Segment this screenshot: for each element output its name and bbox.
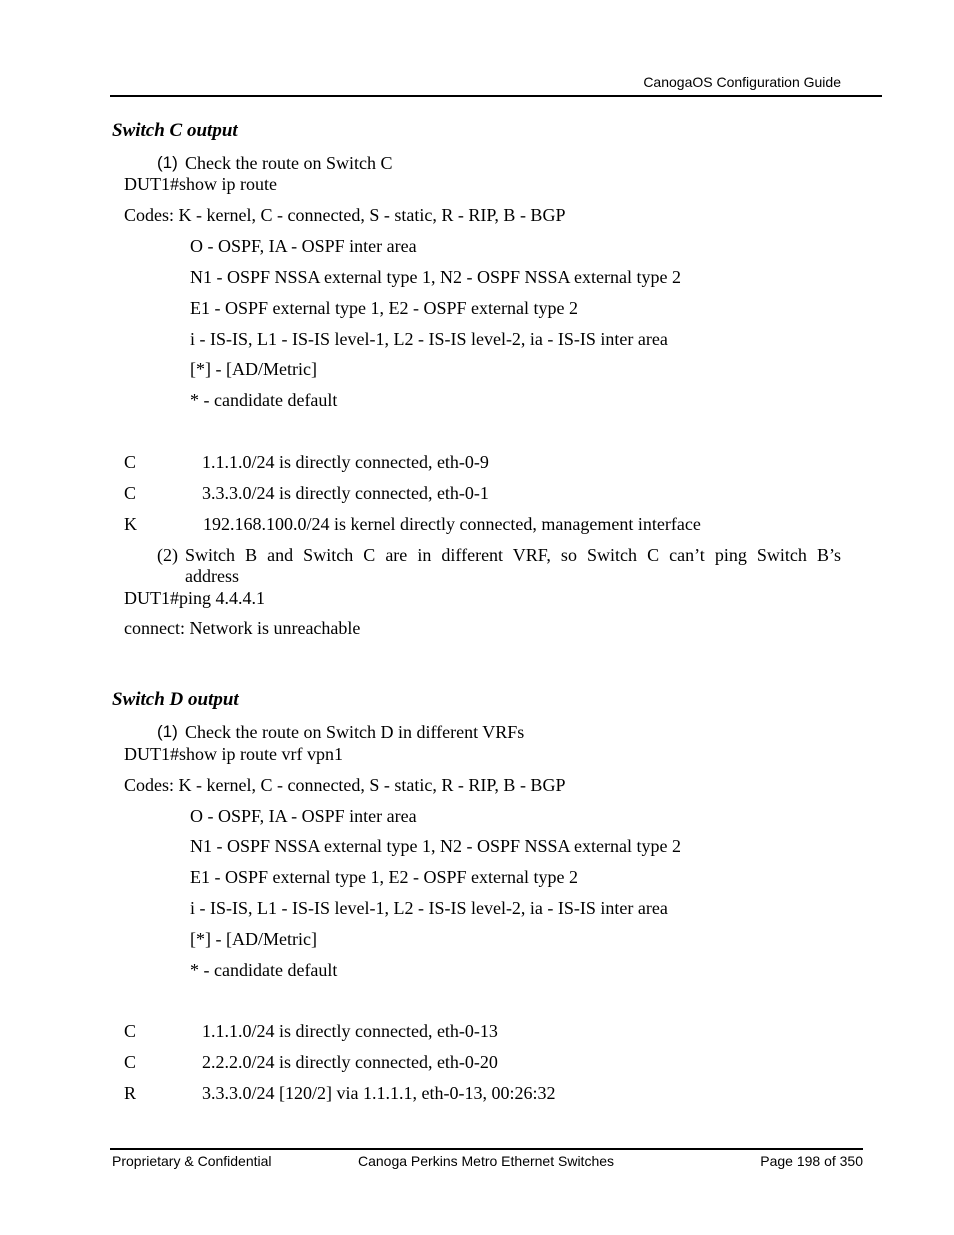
- page-number: Page 198 of 350: [760, 1153, 863, 1169]
- route-entry: 3.3.3.0/24 is directly connected, eth-0-1: [202, 483, 489, 503]
- route-entry: 1.1.1.0/24 is directly connected, eth-0-13: [202, 1021, 498, 1041]
- codes-legend-line: N1 - OSPF NSSA external type 1, N2 - OSPF NSSA external type 2: [190, 836, 682, 856]
- header-rule: [110, 95, 882, 97]
- step-text: Check the route on Switch D in different VRFs: [185, 722, 525, 742]
- codes-legend-line: N1 - OSPF NSSA external type 1, N2 - OSPF NSSA external type 2: [190, 267, 682, 287]
- running-header-title: CanogaOS Configuration Guide: [643, 74, 841, 90]
- codes-legend-line: i - IS-IS, L1 - IS-IS level-1, L2 - IS-IS level-2, ia - IS-IS inter area: [190, 329, 668, 349]
- route-entry: 3.3.3.0/24 [120/2] via 1.1.1.1, eth-0-13, 00:26:32: [202, 1083, 556, 1103]
- footer-center: Canoga Perkins Metro Ethernet Switches: [358, 1153, 615, 1169]
- route-code: C: [124, 452, 137, 472]
- step-number: (1): [157, 153, 178, 172]
- codes-legend-line: i - IS-IS, L1 - IS-IS level-1, L2 - IS-IS level-2, ia - IS-IS inter area: [190, 898, 668, 918]
- codes-legend-line: [*] - [AD/Metric]: [190, 359, 317, 379]
- step-text: Switch B and Switch C are in different VRF, so Switch C can’t ping Switch B’s: [185, 545, 841, 565]
- codes-legend-line: Codes: K - kernel, C - connected, S - static, R - RIP, B - BGP: [124, 205, 566, 225]
- cli-command: DUT1#show ip route vrf vpn1: [124, 744, 343, 764]
- cli-output: connect: Network is unreachable: [124, 618, 361, 638]
- codes-legend-line: O - OSPF, IA - OSPF inter area: [190, 806, 417, 826]
- codes-legend-line: Codes: K - kernel, C - connected, S - static, R - RIP, B - BGP: [124, 775, 566, 795]
- codes-legend-line: [*] - [AD/Metric]: [190, 929, 317, 949]
- codes-legend-line: * - candidate default: [190, 390, 338, 410]
- codes-legend-line: O - OSPF, IA - OSPF inter area: [190, 236, 417, 256]
- footer-rule: [110, 1148, 863, 1150]
- cli-command: DUT1#ping 4.4.4.1: [124, 588, 265, 608]
- route-code: C: [124, 483, 137, 503]
- cli-command: DUT1#show ip route: [124, 174, 277, 194]
- route-entry: 192.168.100.0/24 is kernel directly connected, management interface: [203, 514, 701, 534]
- footer-left: Proprietary & Confidential: [112, 1153, 272, 1169]
- codes-legend-line: * - candidate default: [190, 960, 338, 980]
- step-number: (2): [157, 545, 178, 565]
- codes-legend-line: E1 - OSPF external type 1, E2 - OSPF external type 2: [190, 298, 578, 318]
- step-text: Check the route on Switch C: [185, 153, 393, 173]
- route-entry: 2.2.2.0/24 is directly connected, eth-0-20: [202, 1052, 498, 1072]
- route-code: C: [124, 1021, 137, 1041]
- section-title-switch-c: Switch C output: [112, 120, 238, 141]
- codes-legend-line: E1 - OSPF external type 1, E2 - OSPF external type 2: [190, 867, 578, 887]
- route-entry: 1.1.1.0/24 is directly connected, eth-0-9: [202, 452, 489, 472]
- route-code: R: [124, 1083, 137, 1103]
- step-text-continued: address: [185, 566, 239, 586]
- section-title-switch-d: Switch D output: [112, 689, 239, 710]
- route-code: K: [124, 514, 137, 534]
- step-number: (1): [157, 722, 178, 741]
- route-code: C: [124, 1052, 137, 1072]
